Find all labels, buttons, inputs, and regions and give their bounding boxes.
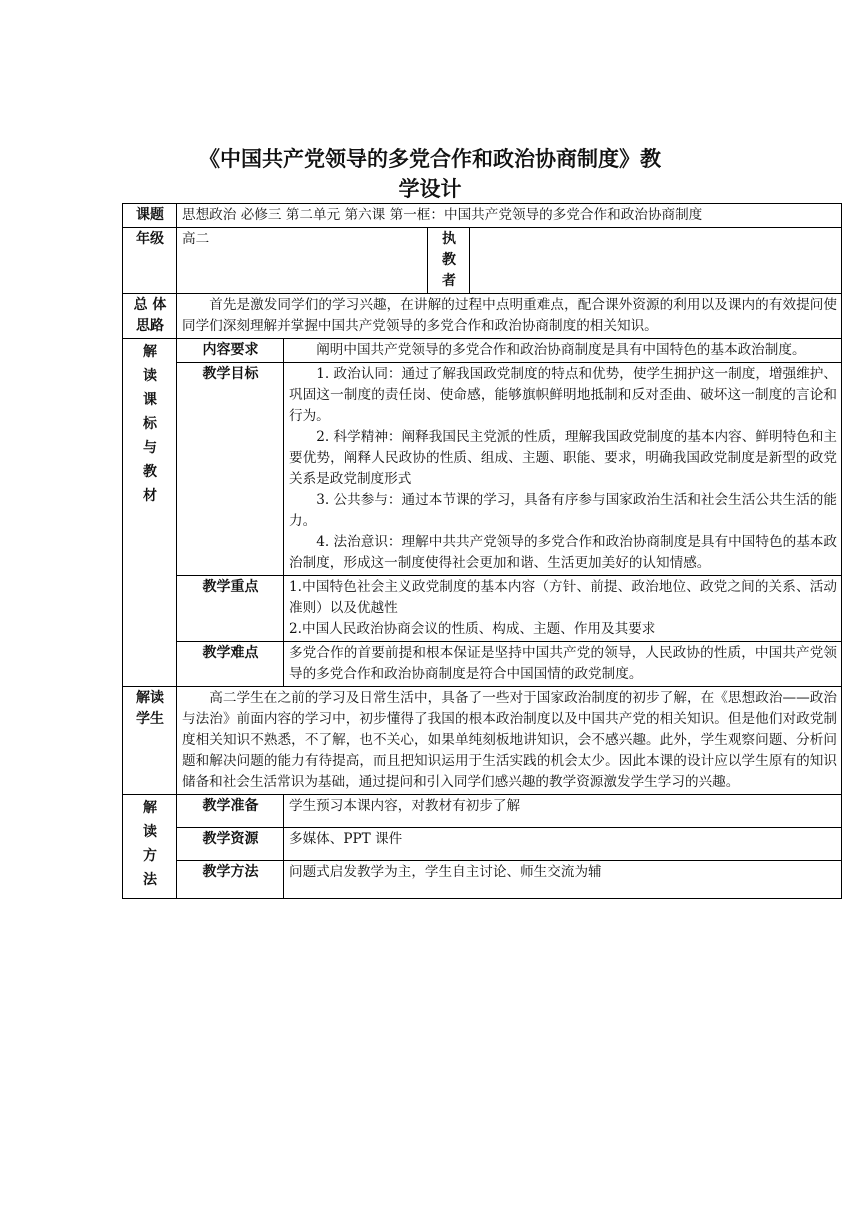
prep-text: 学生预习本课内容，对教材有初步了解 xyxy=(284,795,842,828)
difficulties-label: 教学难点 xyxy=(177,642,284,687)
students-label xyxy=(123,687,177,795)
row-method-prep xyxy=(123,795,842,828)
methods-label-char: 方 xyxy=(143,848,157,864)
row-grade xyxy=(123,228,842,294)
curriculum-label-char: 课 xyxy=(143,392,157,408)
teacher-label-char: 者 xyxy=(442,273,456,289)
goal-item: 4. 法治意识：理解中共共产党领导的多党合作和政治协商制度是具有中国特色的基本政治制度，形成这一制度使得社会更加和谐、生活更加美好的认知情感。 xyxy=(289,534,838,571)
goal-item: 1. 政治认同：通过了解我国政党制度的特点和优势，使学生拥护这一制度，增强维护、巩固这一制度的责任岗、使命感，能够旗帜鲜明地抵制和反对歪曲、破坏这一制度的言论和行为。 xyxy=(289,366,838,424)
key-points-label: 教学重点 xyxy=(177,576,284,642)
prep-label: 教学准备 xyxy=(177,795,284,828)
methods-text: 问题式启发教学为主，学生自主讨论、师生交流为辅 xyxy=(284,861,842,899)
row-method-resources xyxy=(123,828,842,861)
row-students xyxy=(123,687,842,795)
students-text: 高二学生在之前的学习及日常生活中，具备了一些对于国家政治制度的初步了解，在《思想政治——政治与法治》前面内容的学习中，初步懂得了我国的根本政治制度以及中国共产党的相关知识。但是他们对政党制度相关知识不熟悉，不了解，也不关心，如果单纯刻板地讲知识，会不感兴趣。此外，学生观察问题、分析问题和解决问题的能力有待提高，而且把知识运用于生活实践的机会太少。因此本课的设计应以学生原有的知识储备和社会生活常识为基础，通过提问和引入同学们感兴趣的教学资源激发学生学习的兴趣。 xyxy=(177,687,842,795)
curriculum-label-char: 与 xyxy=(143,440,157,456)
overall-text: 首先是激发同学们的学习兴趣，在讲解的过程中点明重难点，配合课外资源的利用以及课内的有效提问使同学们深刻理解并掌握中国共产党领导的多党合作和政治协商制度的相关知识。 xyxy=(177,294,842,339)
methods-label-char: 读 xyxy=(143,824,157,840)
methods-label-char: 解 xyxy=(143,800,157,816)
key-point-item: 1.中国特色社会主义政党制度的基本内容（方针、前提、政治地位、政党之间的关系、活动准则）以及优越性 xyxy=(289,579,838,616)
row-overall xyxy=(123,294,842,339)
row-key-points xyxy=(123,576,842,642)
methods-label: 教学方法 xyxy=(177,861,284,899)
curriculum-label-char: 教 xyxy=(143,464,157,480)
curriculum-label-char: 标 xyxy=(143,416,157,432)
students-label-line: 解读 xyxy=(136,690,164,706)
topic-label: 课题 xyxy=(123,204,177,228)
document-title-line1: 《中国共产党领导的多党合作和政治协商制度》教 xyxy=(199,147,661,171)
row-method-methods xyxy=(123,861,842,899)
goal-item: 2. 科学精神：阐释我国民主党派的性质，理解我国政党制度的基本内容、鲜明特色和主要优势，阐释人民政协的性质、组成、主题、职能、要求，明确我国政党制度是新型的政党关系是政党制度形式 xyxy=(289,429,838,487)
teacher-label xyxy=(428,228,470,294)
teacher-label-char: 教 xyxy=(442,252,456,268)
grade-label: 年级 xyxy=(123,228,177,294)
key-point-item: 2.中国人民政治协商会议的性质、构成、主题、作用及其要求 xyxy=(289,621,656,637)
difficulties-text: 多党合作的首要前提和根本保证是坚持中国共产党的领导，人民政协的性质，中国共产党领导的多党合作和政治协商制度是符合中国国情的政党制度。 xyxy=(284,642,842,687)
resources-text: 多媒体、PPT 课件 xyxy=(284,828,842,861)
goals-label: 教学目标 xyxy=(177,363,284,576)
overall-label: 总 体 思路 xyxy=(123,294,177,339)
curriculum-label-char: 读 xyxy=(143,368,157,384)
curriculum-label-char: 材 xyxy=(143,488,157,504)
row-topic xyxy=(123,204,842,228)
teacher-value xyxy=(470,228,842,294)
methods-section-label xyxy=(123,795,177,899)
grade-value: 高二 xyxy=(177,228,428,294)
goal-item: 3. 公共参与：通过本节课的学习，具备有序参与国家政治生活和社会生活公共生活的能力。 xyxy=(289,492,838,529)
document-title-line2: 学设计 xyxy=(398,177,462,201)
row-difficulties xyxy=(123,642,842,687)
goals-list xyxy=(284,363,842,576)
row-content-requirement xyxy=(123,339,842,363)
resources-label: 教学资源 xyxy=(177,828,284,861)
lesson-plan-table xyxy=(122,203,842,899)
students-label-line: 学生 xyxy=(136,711,164,727)
content-req-label: 内容要求 xyxy=(177,339,284,363)
curriculum-section-label xyxy=(123,339,177,687)
curriculum-label-char: 解 xyxy=(143,344,157,360)
topic-value: 思想政治 必修三 第二单元 第六课 第一框：中国共产党领导的多党合作和政治协商制度 xyxy=(177,204,842,228)
content-req-text: 阐明中国共产党领导的多党合作和政治协商制度是具有中国特色的基本政治制度。 xyxy=(284,339,842,363)
key-points-list xyxy=(284,576,842,642)
row-teaching-goals xyxy=(123,363,842,576)
teacher-label-char: 执 xyxy=(442,231,456,247)
methods-label-char: 法 xyxy=(143,872,157,888)
